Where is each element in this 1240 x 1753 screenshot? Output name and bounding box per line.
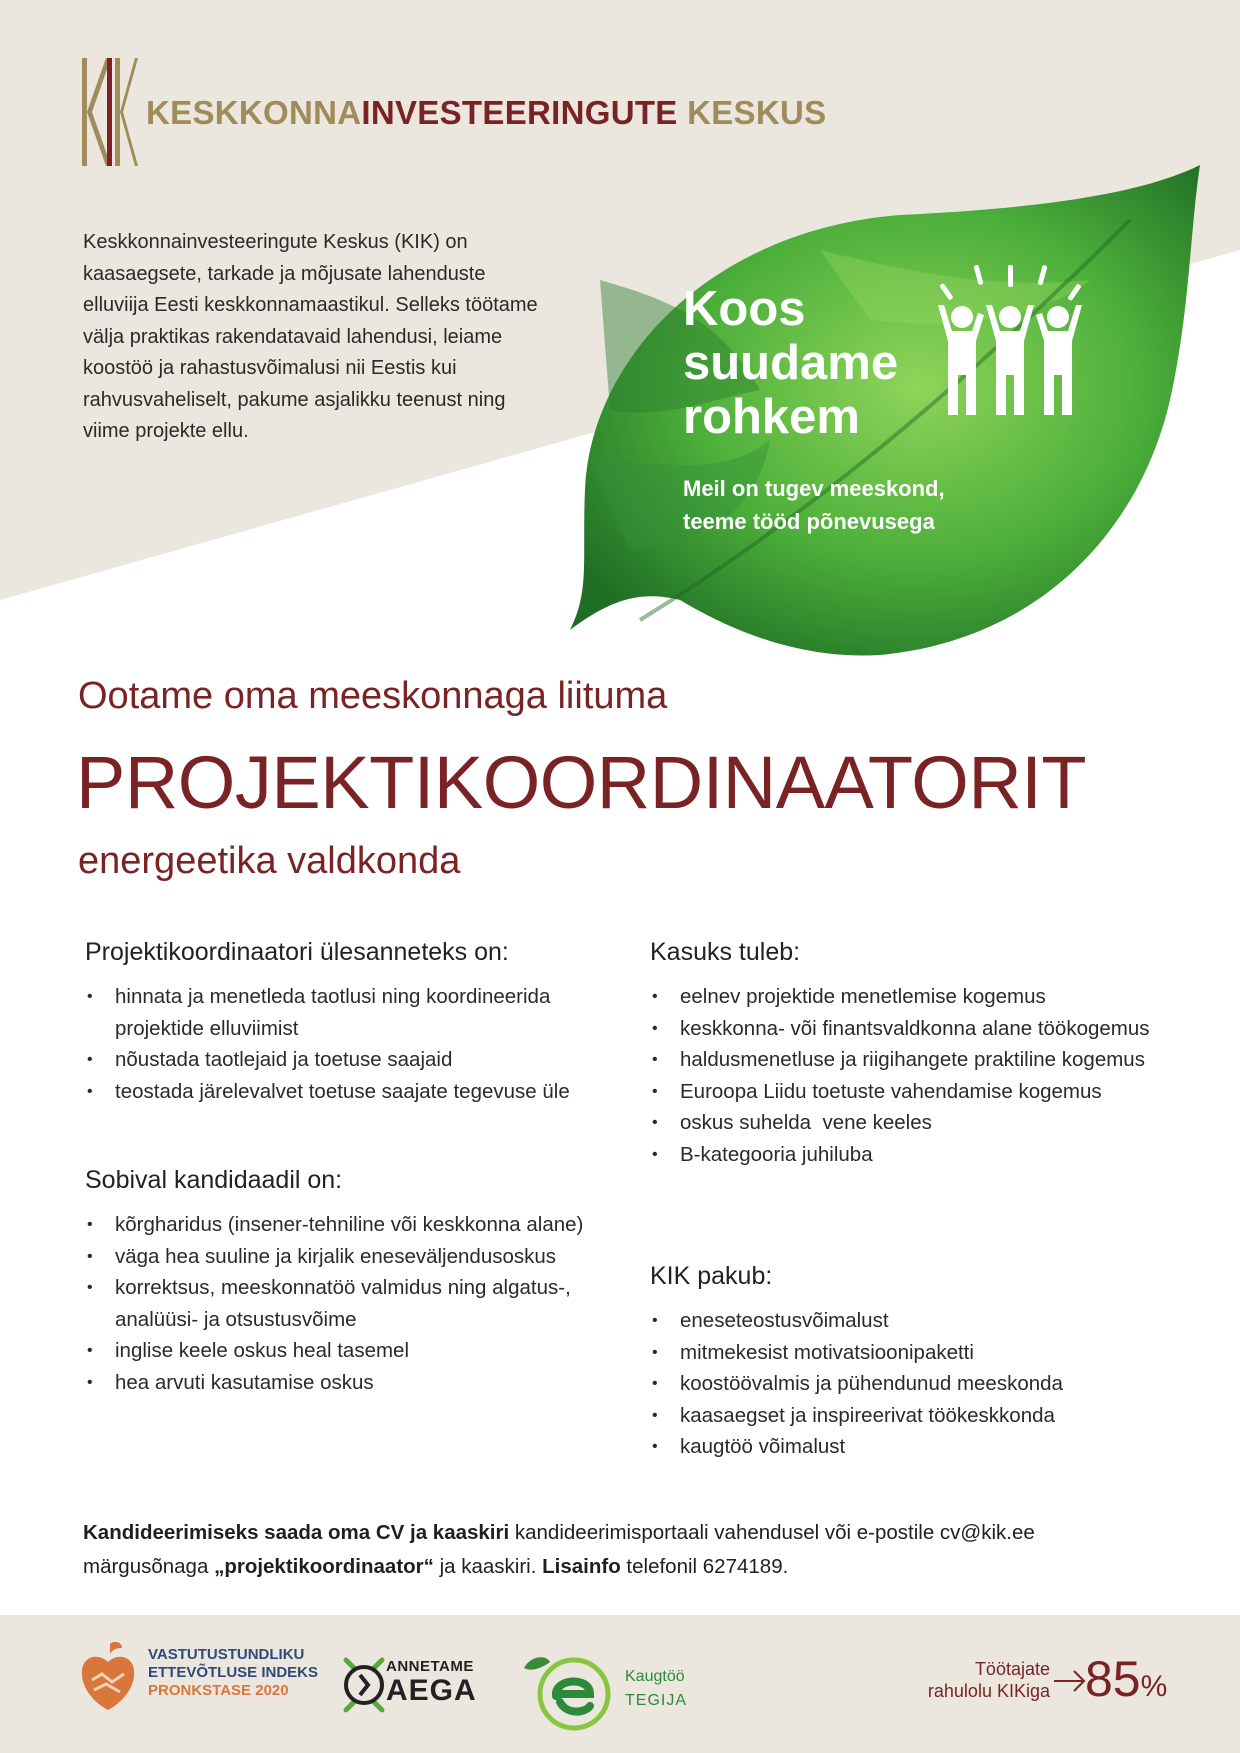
list-item: • B-kategooria juhiluba — [650, 1139, 1170, 1171]
intro-text: Keskkonnainvesteeringute Keskus (KIK) on kaasaegsete, tarkade ja mõjusate lahenduste elluviija Eesti keskkonnamaastikul. Selleks töötame välja praktikas rakendatavaid lahendusi, leiame koostöö ja rahastusvõimalusi nii Eestis kui rahvusvaheliselt, pakume asjalikku teenust ning viime projekte ellu. — [83, 231, 538, 442]
headline-intro: Ootame oma meeskonnaga liituma — [78, 675, 668, 717]
employee-satisfaction — [880, 1648, 1200, 1728]
candidate-section — [85, 1166, 625, 1398]
list-item: • Euroopa Liidu toetuste vahendamise kogemus — [650, 1076, 1170, 1108]
leaf-subtitle-line-2: teeme tööd põnevusega — [683, 509, 935, 534]
apply-bold-1: Kandideerimiseks saada oma CV ja kaaskiri — [83, 1521, 510, 1544]
apply-text-3: ja kaaskiri. — [433, 1555, 543, 1578]
apply-text-1: kandideerimisportaali vahendusel või e-postile cv@kik.ee — [509, 1521, 1035, 1544]
list-item: • kõrgharidus (insener-tehniline või keskkonna alane) — [85, 1209, 625, 1241]
tasks-section — [85, 938, 625, 1107]
badge1-line-2: ETTEVÕTLUSE INDEKS — [148, 1664, 319, 1681]
benefits-section — [650, 938, 1170, 1170]
satisfaction-label — [928, 1658, 1050, 1702]
list-item: • korrektsus, meeskonnatöö valmidus ning algatus-, analüüsi- ja otsustusvõime — [85, 1272, 625, 1335]
list-item: • hea arvuti kasutamise oskus — [85, 1367, 625, 1399]
kaugtoo-tegija-badge — [520, 1648, 710, 1733]
badge1-line-3: PRONKSTASE 2020 — [148, 1682, 289, 1699]
satisfaction-number: 85 — [1085, 1651, 1141, 1707]
list-item: • eneseteostusvõimalust — [650, 1305, 1170, 1337]
list-item: • haldusmenetluse ja riigihangete praktiline kogemus — [650, 1044, 1170, 1076]
list-item: • kaugtöö võimalust — [650, 1431, 1170, 1463]
candidate-title: Sobival kandidaadil on: — [85, 1166, 343, 1194]
responsibility-index-badge — [80, 1640, 380, 1720]
application-instructions — [83, 1516, 1183, 1584]
job-field: energeetika valdkonda — [78, 840, 461, 882]
list-item: • eelnev projektide menetlemise kogemus — [650, 981, 1170, 1013]
satisfaction-label-line-1: Töötajate — [974, 1659, 1050, 1679]
offers-list — [650, 1305, 1170, 1463]
leaf-title-line-1: Koos — [683, 282, 806, 336]
badge2-line-2: AEGA — [386, 1674, 477, 1707]
apply-text-2: märgusõnaga — [83, 1555, 215, 1578]
leaf-subtitle-line-1: Meil on tugev meeskond, — [683, 476, 945, 501]
list-item: • inglise keele oskus heal tasemel — [85, 1335, 625, 1367]
badge1-line-1: VASTUTUSTUNDLIKU — [148, 1646, 305, 1663]
offers-title: KIK pakub: — [650, 1262, 773, 1290]
apply-line-2 — [83, 1550, 1183, 1584]
candidate-list — [85, 1209, 625, 1398]
kik-logo-icon — [80, 58, 138, 166]
list-item: • teostada järelevalvet toetuse saajate tegevuse üle — [85, 1076, 625, 1108]
satisfaction-label-line-2: rahulolu KIKiga — [927, 1681, 1050, 1701]
offers-section — [650, 1262, 1170, 1463]
e-leaf-icon — [520, 1648, 620, 1733]
list-item: • nõustada taotlejaid ja toetuse saajaid — [85, 1044, 625, 1076]
job-title: PROJEKTIKOORDINAATORIT — [76, 741, 1087, 824]
tasks-title: Projektikoordinaatori ülesanneteks on: — [85, 938, 509, 966]
list-item: • keskkonna- või finantsvaldkonna alane töökogemus — [650, 1013, 1170, 1045]
team-cheer-icon — [930, 265, 1090, 415]
badge2-line-1: ANNETAME — [386, 1658, 474, 1675]
list-item: • oskus suhelda vene keeles — [650, 1107, 1170, 1139]
list-item: • mitmekesist motivatsioonipaketti — [650, 1337, 1170, 1369]
list-item: • kaasaegset ja inspireerivat töökeskkonda — [650, 1400, 1170, 1432]
company-name — [146, 94, 826, 132]
list-item: • väga hea suuline ja kirjalik eneseväljendusoskus — [85, 1241, 625, 1273]
apple-heart-icon — [80, 1640, 136, 1712]
annetame-aega-badge — [340, 1650, 500, 1725]
apply-bold-3: Lisainfo — [542, 1555, 621, 1578]
badge3-line-2: TEGIJA — [625, 1692, 688, 1709]
benefits-title: Kasuks tuleb: — [650, 938, 801, 966]
badge1-text — [148, 1646, 318, 1700]
list-item: • hinnata ja menetleda taotlusi ning koordineerida projektide elluviimist — [85, 981, 625, 1044]
apply-line-1 — [83, 1516, 1183, 1550]
leaf-title-line-3: rohkem — [683, 390, 861, 444]
hourglass-icon — [340, 1650, 388, 1720]
logo-word-3: KESKUS — [687, 94, 827, 131]
badge3-line-1: Kaugtöö — [625, 1668, 685, 1685]
apply-text-4: telefonil 6274189. — [620, 1555, 789, 1578]
satisfaction-unit: % — [1140, 1670, 1168, 1703]
logo-word-2: INVESTEERINGUTE — [361, 94, 678, 131]
tasks-list — [85, 981, 625, 1107]
satisfaction-value — [1085, 1650, 1167, 1708]
logo-word-1: KESKKONNA — [146, 94, 362, 131]
leaf-subtitle — [683, 472, 1013, 538]
leaf-title-line-2: suudame — [683, 336, 899, 390]
benefits-list — [650, 981, 1170, 1170]
list-item: • koostöövalmis ja pühendunud meeskonda — [650, 1368, 1170, 1400]
apply-keyword: „projektikoordinaator“ — [214, 1555, 434, 1578]
